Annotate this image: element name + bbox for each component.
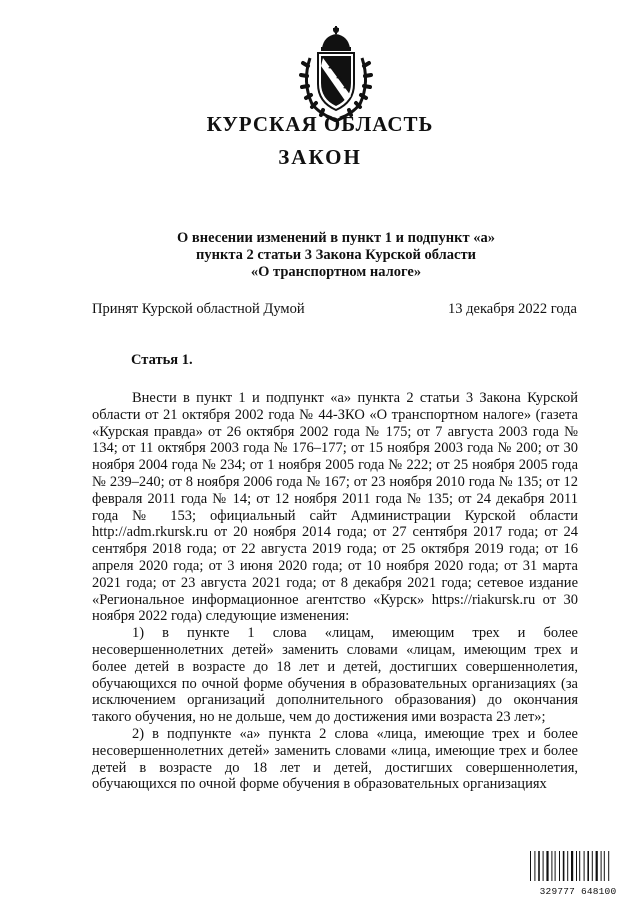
organization-title: КУРСКАЯ ОБЛАСТЬ (206, 112, 434, 136)
barcode-bars (529, 851, 627, 881)
article-paragraph: Внести в пункт 1 и подпункт «а» пункта 2 статьи 3 Закона Курской области от 21 октября 2002 года № 44-ЗКО «О транспортном налоге» (газета «Курская правда» от 26 октября 2002 года № 175; от 7 августа 2003 года № 134; от 11 октября 2003 года № 176–177; от 15 ноября 2003 года № 200; от 30 ноября 2004 года № 234; от 1 ноября 2005 года № 222; от 25 ноября 2005 года № 239–240; от 8 ноября 2006 года № 167; от 23 ноября 2010 года № 135; от 12 февраля 2011 года № 14; от 12 ноября 2011 года № 135; от 24 декабря 2011 года № 153; официальный сайт Администрации Курской области http://adm.rkursk.ru от 20 ноября 2014 года; от 27 сентября 2017 года; от 24 сентября 2018 года; от 22 августа 2019 года; от 25 октября 2019 года; от 16 апреля 2020 года; от 3 июня 2020 года; от 10 ноября 2020 года; от 31 марта 2021 года; от 23 августа 2021 года; от 8 декабря 2021 года; сетевое издание «Региональное информационное агентство «Курск» https://riakursk.ru от 30 ноября 2022 года) следующие изменения: (92, 390, 578, 625)
law-title-line: О внесении изменений в пункт 1 и подпункт «а» (177, 230, 495, 246)
barcode (529, 851, 627, 897)
article-heading: Статья 1. (131, 352, 193, 368)
law-title-line: «О транспортном налоге» (250, 264, 422, 280)
adopted-by: Принят Курской областной Думой (92, 301, 305, 317)
article-body (92, 390, 578, 793)
law-title-line: пункта 2 статьи 3 Закона Курской области (196, 247, 476, 263)
barcode-number: 329777 648100 (539, 886, 617, 897)
document-type: ЗАКОН (278, 145, 362, 169)
article-item-1: 1) в пункте 1 слова «лицам, имеющим трех и более несовершеннолетних детей» заменить словами «лицам, имеющим трех и более детей в возрасте до 18 лет и детей, достигших совершеннолетия, обучающихся по очной форме обучения в образовательных организациях (за исключением организаций дополнительного образования) до окончания такого обучения, но не дольше, чем до достижения ими возраста 23 лет»; (92, 625, 578, 726)
adoption-info (92, 301, 577, 318)
article-item-2: 2) в подпункте «а» пункта 2 слова «лица, имеющие трех и более несовершеннолетних детей» заменить словами «лица, имеющие трех и более детей в возрасте до 18 лет и детей, достигших совершеннолетия, обучающихся по очной форме обучения в образовательных организациях (92, 725, 578, 793)
law-title (0, 230, 640, 281)
kursk-coat-of-arms-icon (296, 22, 376, 122)
adoption-date: 13 декабря 2022 года (448, 301, 577, 317)
